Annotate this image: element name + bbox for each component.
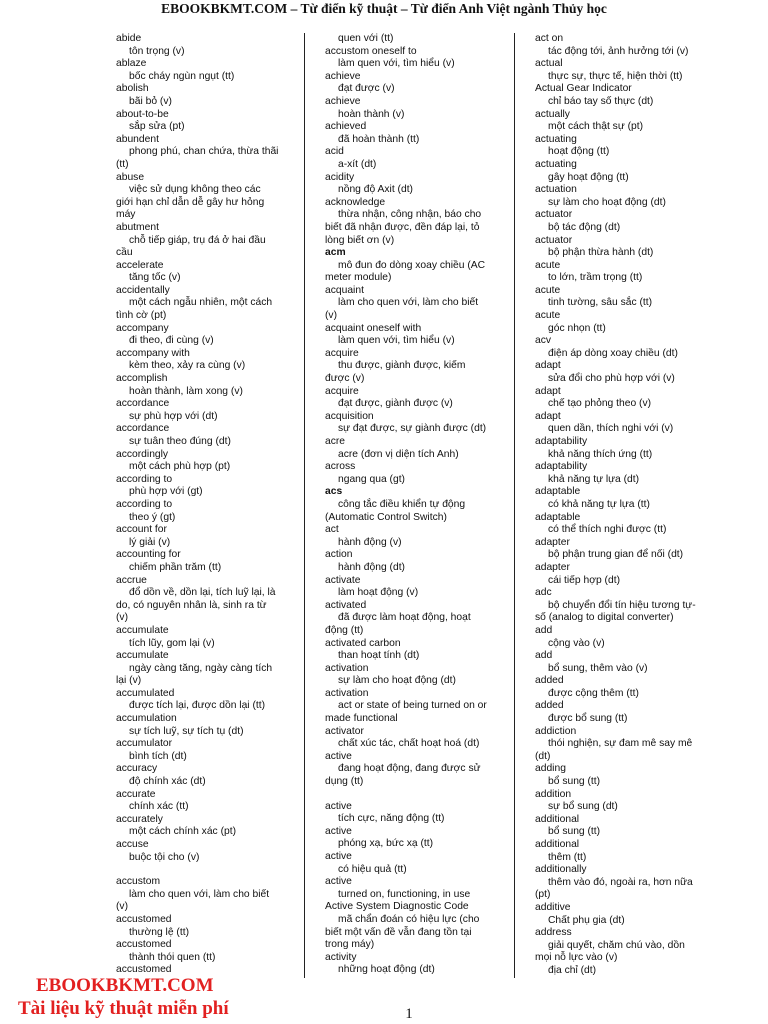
headword: action <box>325 549 353 561</box>
definition-continuation: (pt) <box>535 889 551 901</box>
headword: adc <box>535 587 552 599</box>
definition-continuation: (Automatic Control Switch) <box>325 511 447 523</box>
headword: adaptable <box>535 511 581 523</box>
headword: Active System Diagnostic Code <box>325 901 469 913</box>
definition: sắp sửa (pt) <box>129 121 185 133</box>
definition: đã được làm hoạt động, hoạt <box>338 612 471 624</box>
headword: adapt <box>535 410 561 422</box>
definition: được cộng thêm (tt) <box>548 687 639 699</box>
headword: acid <box>325 146 344 158</box>
definition-continuation: (dt) <box>535 750 551 762</box>
definition: hoàn thành, làm xong (v) <box>129 385 243 397</box>
definition-continuation: (tt) <box>116 158 129 170</box>
headword: accumulation <box>116 713 177 725</box>
dictionary-column-1 <box>116 33 287 977</box>
headword: adapt <box>535 360 561 372</box>
headword: accidentally <box>116 284 170 296</box>
headword: accustom oneself to <box>325 45 417 57</box>
definition: thêm (tt) <box>548 851 587 863</box>
definition: thêm vào đó, ngoài ra, hơn nữa <box>548 876 693 888</box>
headword: across <box>325 461 356 473</box>
headword: active <box>325 851 352 862</box>
definition: sự tích luỹ, sự tích tụ (dt) <box>129 725 244 737</box>
headword: according to <box>116 498 173 510</box>
definition-continuation: trong máy) <box>325 939 375 951</box>
page-number: 1 <box>405 1006 413 1022</box>
headword: accustomed <box>116 913 172 925</box>
headword: accumulate <box>116 624 169 636</box>
headword: active <box>325 750 352 762</box>
definition-continuation: số (analog to digital converter) <box>535 612 674 624</box>
definition: turned on, functioning, in use <box>338 888 471 900</box>
headword: adaptability <box>535 436 588 447</box>
headword: added <box>535 675 564 687</box>
definition-continuation: động (tt) <box>325 624 364 636</box>
definition: tích cực, năng động (tt) <box>338 813 445 825</box>
definition: làm hoạt động (v) <box>338 587 419 599</box>
definition: phù hợp với (gt) <box>129 486 203 498</box>
dictionary-column-3 <box>535 33 707 978</box>
headword: address <box>535 927 572 939</box>
headword: acute <box>535 310 561 322</box>
definition: kèm theo, xảy ra cùng (v) <box>129 360 246 372</box>
definition: sự đạt được, sự giành được (dt) <box>338 423 487 435</box>
definition: việc sử dụng không theo các <box>129 184 261 196</box>
definition: quen dần, thích nghi với (v) <box>548 423 674 435</box>
definition: hành động (dt) <box>338 561 405 573</box>
headword: accustom <box>116 876 161 888</box>
definition: ngang qua (gt) <box>338 473 405 485</box>
definition: một cách chính xác (pt) <box>129 826 237 838</box>
definition: điện áp dòng xoay chiều (dt) <box>548 347 678 359</box>
spacer <box>116 864 287 876</box>
definition: to lớn, trầm trọng (tt) <box>548 272 643 284</box>
headword: actually <box>535 108 570 120</box>
definition: khả năng tự lựa (dt) <box>548 473 640 485</box>
headword: accurate <box>116 788 156 800</box>
headword: accompany <box>116 322 169 334</box>
definition: than hoạt tính (dt) <box>338 650 420 662</box>
headword: additional <box>535 839 580 850</box>
definition: chất xúc tác, chất hoạt hoá (dt) <box>338 738 480 750</box>
definition-continuation: biết đã nhận được, đền đáp lại, tỏ <box>325 221 480 233</box>
definition: khả năng thích ứng (tt) <box>548 448 653 460</box>
headword: accelerate <box>116 259 164 271</box>
definition: sự bổ sung (dt) <box>548 801 618 813</box>
definition: sự tuân theo đúng (dt) <box>129 436 231 447</box>
definition: có hiệu quả (tt) <box>338 863 407 875</box>
spacer <box>325 789 495 801</box>
headword: accordingly <box>116 448 169 460</box>
definition: phóng xạ, bức xạ (tt) <box>338 838 434 850</box>
dictionary-column-2 <box>325 33 495 977</box>
headword: actuation <box>535 184 577 196</box>
definition: chiếm phần trăm (tt) <box>129 561 222 573</box>
definition: độ chính xác (dt) <box>129 776 206 788</box>
headword: accordance <box>116 423 170 435</box>
headword: addition <box>535 788 572 800</box>
headword: adapt <box>535 385 561 397</box>
definition: nồng độ Axit (dt) <box>338 184 413 196</box>
definition: act or state of being turned on or <box>338 700 487 712</box>
definition: thường lệ (tt) <box>129 926 190 938</box>
headword: adapter <box>535 536 570 548</box>
headword: acre <box>325 436 346 447</box>
headword: accomplish <box>116 373 168 385</box>
headword: adapter <box>535 561 570 573</box>
definition: mã chẩn đoán có hiệu lực (cho <box>338 913 480 925</box>
headword: abide <box>116 33 142 44</box>
definition: đạt được (v) <box>338 83 395 95</box>
headword: addiction <box>535 725 577 737</box>
headword: additional <box>535 813 580 825</box>
definition: thói nghiện, sự đam mê say mê <box>548 738 693 750</box>
headword: acquire <box>325 385 359 397</box>
definition: chỗ tiếp giáp, trụ đá ở hai đầu <box>129 234 266 246</box>
headword: adaptability <box>535 461 588 473</box>
headword: acv <box>535 335 552 347</box>
headword: active <box>325 825 352 837</box>
headword: about-to-be <box>116 108 169 120</box>
definition: acre (đơn vị diện tích Anh) <box>338 448 459 460</box>
definition: chế tạo phỏng theo (v) <box>548 398 652 410</box>
definition: làm quen với, tìm hiểu (v) <box>338 335 455 347</box>
definition-continuation: cầu <box>116 247 133 259</box>
watermark-tagline: Tài liệu kỹ thuật miễn phí <box>18 998 229 1019</box>
definition: thu được, giành được, kiếm <box>338 360 466 372</box>
headword: accustomed <box>116 964 172 976</box>
definition: theo ý (gt) <box>129 511 176 523</box>
headword: activated <box>325 599 367 611</box>
definition: Chất phụ gia (dt) <box>548 914 625 926</box>
headword: acute <box>535 284 561 296</box>
definition: quen với (tt) <box>338 33 394 44</box>
definition: đạt được, giành được (v) <box>338 398 453 410</box>
page-header: EBOOKBKMT.COM – Từ điển kỹ thuật – Từ điển Anh Việt ngành Thủy học <box>161 1 607 16</box>
headword: added <box>535 700 564 712</box>
headword: accompany with <box>116 347 190 359</box>
definition: gây hoạt động (tt) <box>548 171 629 183</box>
definition: tích lũy, gom lại (v) <box>129 637 215 649</box>
definition: chính xác (tt) <box>129 801 189 813</box>
definition: bốc cháy ngùn ngụt (tt) <box>129 70 235 82</box>
headword: adaptable <box>535 486 581 498</box>
definition-continuation: được (v) <box>325 373 365 385</box>
headword: acidity <box>325 171 355 183</box>
headword: add <box>535 650 553 662</box>
headword: additionally <box>535 864 587 876</box>
definition: bổ sung, thêm vào (v) <box>548 662 648 674</box>
definition-continuation: lại (v) <box>116 675 142 687</box>
headword: actual <box>535 58 563 70</box>
definition-continuation: dụng (tt) <box>325 776 364 788</box>
definition: sự làm cho hoạt động (dt) <box>338 675 456 687</box>
headword: accounting for <box>116 549 181 561</box>
headword: accumulated <box>116 687 175 699</box>
definition: thành thói quen (tt) <box>129 951 216 963</box>
headword: acquire <box>325 347 359 359</box>
headword: activation <box>325 687 369 699</box>
headword: act <box>325 524 339 536</box>
headword: accumulator <box>116 738 173 750</box>
definition: lý giải (v) <box>129 536 171 548</box>
headword: accuracy <box>116 763 158 775</box>
headword: achieve <box>325 95 361 107</box>
headword: actuator <box>535 234 573 246</box>
headword: activate <box>325 574 361 586</box>
definition: đổ dồn về, dồn lại, tích luỹ lại, là <box>129 587 276 599</box>
headword: actuator <box>535 209 573 221</box>
definition: làm cho quen với, làm cho biết <box>338 297 479 309</box>
headword: acquaint oneself with <box>325 322 422 334</box>
definition-continuation: giới hạn chỉ dẫn dễ gây hư hỏng <box>116 196 265 208</box>
definition: phong phú, chan chứa, thừa thãi <box>129 146 279 158</box>
definition: hành động (v) <box>338 536 402 548</box>
definition-continuation: made functional <box>325 713 398 725</box>
definition: những hoạt động (dt) <box>338 964 435 976</box>
definition-continuation: (v) <box>116 612 129 624</box>
definition-continuation: (v) <box>325 310 338 322</box>
definition: bộ phận trung gian để nối (dt) <box>548 549 684 561</box>
headword: account for <box>116 524 167 536</box>
headword: activated carbon <box>325 637 401 649</box>
headword: abundent <box>116 133 159 145</box>
definition: cộng vào (v) <box>548 637 605 649</box>
headword: according to <box>116 473 173 485</box>
definition: hoạt động (tt) <box>548 146 610 158</box>
headword: add <box>535 624 553 636</box>
definition: đã hoàn thành (tt) <box>338 133 420 145</box>
headword: acquisition <box>325 410 374 422</box>
definition: góc nhọn (tt) <box>548 322 606 334</box>
definition: một cách phù hợp (pt) <box>129 461 231 473</box>
headword: activity <box>325 951 357 963</box>
headword: achieved <box>325 121 367 133</box>
definition-continuation: mọi nỗ lực vào (v) <box>535 952 618 964</box>
column-divider <box>304 33 305 978</box>
headword: act on <box>535 33 564 44</box>
definition: bộ phận thừa hành (dt) <box>548 247 654 259</box>
headword: active <box>325 876 352 888</box>
headword: Actual Gear Indicator <box>535 83 632 95</box>
definition: thừa nhận, công nhận, báo cho <box>338 209 482 221</box>
definition-continuation: máy <box>116 209 136 221</box>
headword: adding <box>535 763 566 775</box>
definition: được tích lại, được dồn lại (tt) <box>129 700 266 712</box>
headword: activation <box>325 662 369 674</box>
definition: bộ chuyển đổi tín hiệu tương tự- <box>548 599 696 611</box>
definition: bộ tác động (dt) <box>548 221 621 233</box>
definition-continuation: biết một vấn đề vẫn đang tồn tại <box>325 926 472 938</box>
definition-continuation: (v) <box>116 901 129 913</box>
definition: thực sự, thực tế, hiện thời (tt) <box>548 70 683 82</box>
definition: làm quen với, tìm hiểu (v) <box>338 58 455 70</box>
headword: achieve <box>325 70 361 82</box>
definition: giải quyết, chăm chú vào, dồn <box>548 939 685 951</box>
definition: sửa đổi cho phù hợp với (v) <box>548 373 675 385</box>
definition: bổ sung (tt) <box>548 776 601 788</box>
definition: cái tiếp hợp (dt) <box>548 574 620 586</box>
headword: accustomed <box>116 939 172 951</box>
headword: abuse <box>116 171 145 183</box>
watermark-site: EBOOKBKMT.COM <box>36 975 214 996</box>
definition: sự làm cho hoạt động (dt) <box>548 196 666 208</box>
definition: đi theo, đi cùng (v) <box>129 335 214 347</box>
definition: bổ sung (tt) <box>548 826 601 838</box>
headword: acquaint <box>325 284 364 296</box>
headword: abolish <box>116 83 149 95</box>
headword: additive <box>535 901 571 913</box>
definition: đang hoạt động, đang được sử <box>338 763 481 775</box>
headword: actuating <box>535 133 577 145</box>
headword-bold: acm <box>325 247 346 259</box>
definition: ngày càng tăng, ngày càng tích <box>129 662 273 674</box>
definition: địa chỉ (dt) <box>548 964 597 976</box>
headword: ablaze <box>116 58 147 70</box>
definition: tôn trọng (v) <box>129 45 185 57</box>
definition: một cách thật sự (pt) <box>548 121 644 133</box>
definition: một cách ngẫu nhiên, một cách <box>129 297 273 309</box>
headword: abutment <box>116 221 159 233</box>
definition: sự phù hợp với (dt) <box>129 410 218 422</box>
definition: a-xít (dt) <box>338 158 377 170</box>
definition: hoàn thành (v) <box>338 108 405 120</box>
headword: accurately <box>116 813 163 825</box>
definition: bình tích (dt) <box>129 750 187 762</box>
definition: tăng tốc (v) <box>129 272 181 284</box>
headword-bold: acs <box>325 486 343 498</box>
headword: actuating <box>535 158 577 170</box>
definition-continuation: meter module) <box>325 272 392 284</box>
definition-continuation: tình cờ (pt) <box>116 310 167 322</box>
definition: buộc tội cho (v) <box>129 851 200 863</box>
definition: bãi bỏ (v) <box>129 95 172 107</box>
headword: activator <box>325 725 364 737</box>
definition: có khả năng tự lựa (tt) <box>548 498 650 510</box>
headword: accuse <box>116 839 149 850</box>
definition: công tắc điều khiển tự động <box>338 498 466 510</box>
headword: active <box>325 800 352 812</box>
definition: tác động tới, ảnh hưởng tới (v) <box>548 45 689 57</box>
definition: có thể thích nghi được (tt) <box>548 524 667 536</box>
headword: accumulate <box>116 650 169 662</box>
column-divider <box>514 33 515 978</box>
definition: được bổ sung (tt) <box>548 713 628 725</box>
definition: chỉ báo tay số thực (dt) <box>548 95 654 107</box>
definition: làm cho quen với, làm cho biết <box>129 888 270 900</box>
headword: accrue <box>116 574 147 586</box>
headword: accordance <box>116 398 170 410</box>
definition-continuation: lòng biết ơn (v) <box>325 234 395 246</box>
definition: tinh tường, sâu sắc (tt) <box>548 297 653 309</box>
definition: mô đun đo dòng xoay chiều (AC <box>338 259 486 271</box>
headword: acute <box>535 259 561 271</box>
definition-continuation: do, có nguyên nhân là, sinh ra từ <box>116 599 267 611</box>
headword: acknowledge <box>325 196 386 208</box>
